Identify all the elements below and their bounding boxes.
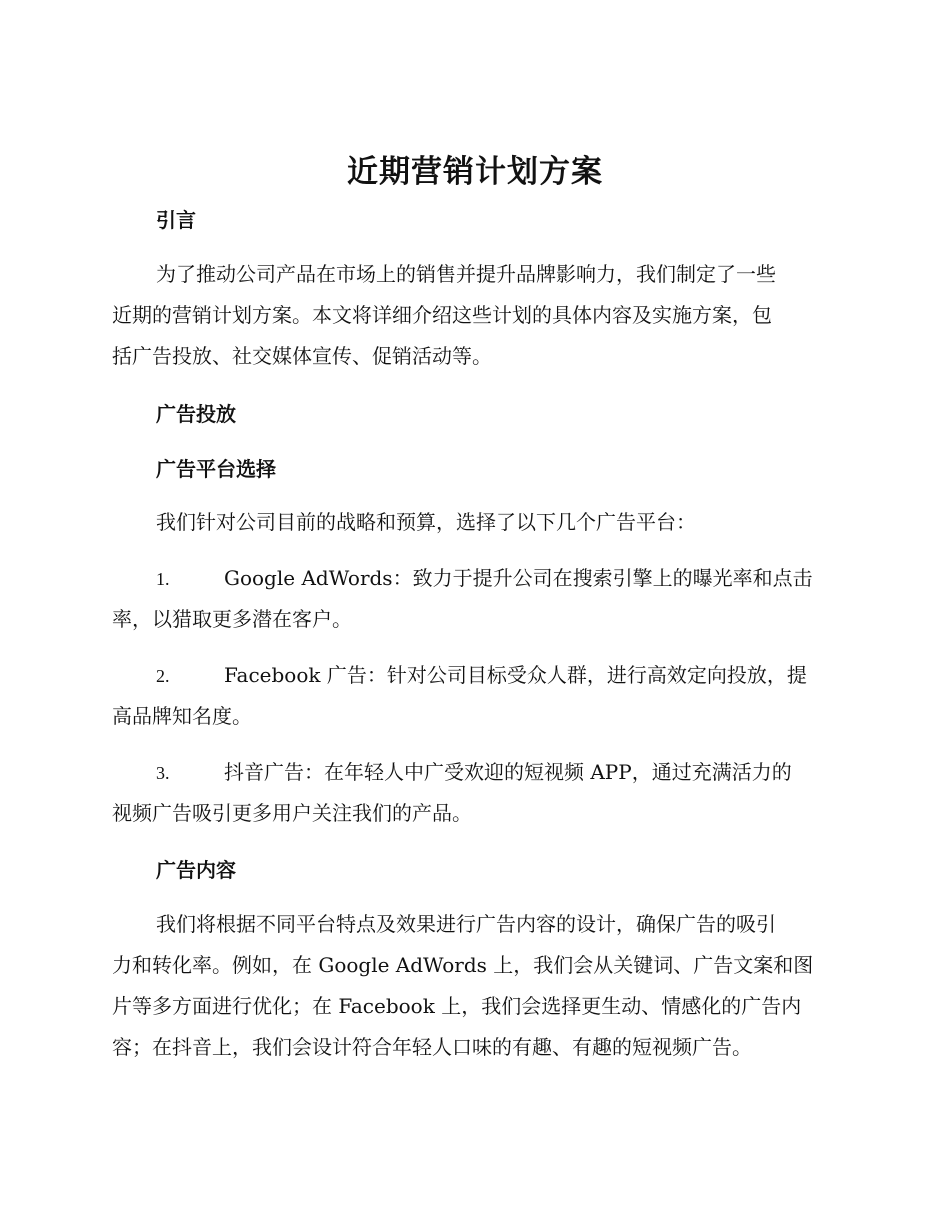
list-item-continuation: 高品牌知名度。 <box>112 704 252 728</box>
list-item-continuation: 率，以猎取更多潜在客户。 <box>112 607 352 631</box>
paragraph-line: 括广告投放、社交媒体宣传、促销活动等。 <box>112 344 492 368</box>
paragraph-line: 近期的营销计划方案。本文将详细介绍这些计划的具体内容及实施方案，包 <box>112 303 772 327</box>
paragraph-line: 我们将根据不同平台特点及效果进行广告内容的设计，确保广告的吸引 <box>156 912 776 936</box>
list-number: 3. <box>156 763 170 783</box>
paragraph-line: 容；在抖音上，我们会设计符合年轻人口味的有趣、有趣的短视频广告。 <box>112 1035 752 1059</box>
platform-intro-paragraph <box>112 502 832 543</box>
list-item-douyin <box>112 752 832 834</box>
subsection-heading-platform-selection: 广告平台选择 <box>156 457 276 481</box>
intro-paragraph <box>112 254 832 377</box>
list-item-text: Facebook 广告：针对公司目标受众人群，进行高效定向投放，提 <box>224 663 807 687</box>
paragraph-line: 我们针对公司目前的战略和预算，选择了以下几个广告平台： <box>156 510 696 534</box>
list-item-facebook <box>112 655 832 737</box>
list-item-text: Google AdWords：致力于提升公司在搜索引擎上的曝光率和点击 <box>224 566 813 590</box>
list-item-continuation: 视频广告吸引更多用户关注我们的产品。 <box>112 801 472 825</box>
section-heading-ad-placement: 广告投放 <box>156 402 236 426</box>
paragraph-line: 力和转化率。例如，在 Google AdWords 上，我们会从关键词、广告文案和图 <box>112 953 814 977</box>
list-number: 1. <box>156 569 170 589</box>
list-number: 2. <box>156 666 170 686</box>
list-item-google-adwords <box>112 558 832 640</box>
paragraph-line: 片等多方面进行优化；在 Facebook 上，我们会选择更生动、情感化的广告内 <box>112 994 802 1018</box>
document-title: 近期营销计划方案 <box>347 154 603 190</box>
subsection-heading-ad-content: 广告内容 <box>156 858 236 882</box>
list-item-text: 抖音广告：在年轻人中广受欢迎的短视频 APP，通过充满活力的 <box>224 760 792 784</box>
paragraph-line: 为了推动公司产品在市场上的销售并提升品牌影响力，我们制定了一些 <box>156 262 776 286</box>
section-heading-intro: 引言 <box>156 208 196 232</box>
ad-content-paragraph <box>112 904 832 1068</box>
